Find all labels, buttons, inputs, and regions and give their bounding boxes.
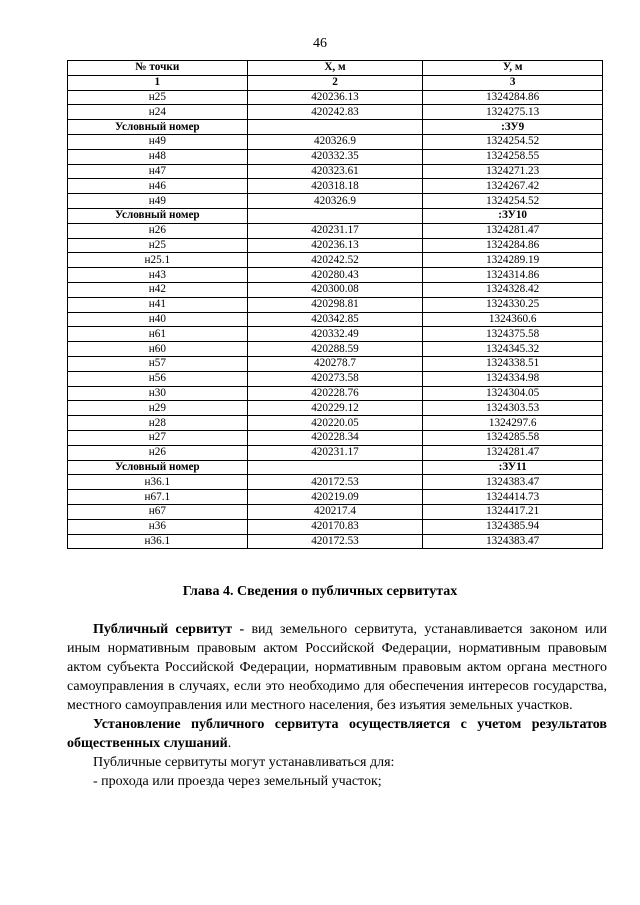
- x-coordinate: 420219.09: [247, 490, 423, 505]
- y-coordinate: 1324334.98: [423, 371, 603, 386]
- x-coordinate: 420172.53: [247, 475, 423, 490]
- coordinates-table: [67, 60, 603, 549]
- conditional-number-row: [68, 120, 603, 135]
- table-row: [68, 149, 603, 164]
- point-id: н28: [68, 416, 248, 431]
- paragraph-purposes-intro: Публичные сервитуты могут устанавливаться для:: [93, 755, 395, 770]
- y-coordinate: 1324417.21: [423, 504, 603, 519]
- y-coordinate: 1324338.51: [423, 356, 603, 371]
- x-coordinate: 420280.43: [247, 268, 423, 283]
- point-id: н27: [68, 430, 248, 445]
- table-row: [68, 534, 603, 549]
- table-row: [68, 356, 603, 371]
- table-row: [68, 223, 603, 238]
- table-row: [68, 90, 603, 105]
- y-coordinate: 1324383.47: [423, 475, 603, 490]
- y-coordinate: 1324297.6: [423, 416, 603, 431]
- y-coordinate: 1324258.55: [423, 149, 603, 164]
- x-coordinate: 420288.59: [247, 342, 423, 357]
- x-coordinate: 420229.12: [247, 401, 423, 416]
- table-row: [68, 416, 603, 431]
- x-coordinate: 420273.58: [247, 371, 423, 386]
- header-x: X, м: [247, 61, 423, 76]
- table-row: [68, 105, 603, 120]
- conditional-number-label: Условный номер: [68, 208, 248, 223]
- x-coordinate: 420318.18: [247, 179, 423, 194]
- table-row: [68, 504, 603, 519]
- x-coordinate: 420342.85: [247, 312, 423, 327]
- point-id: н25: [68, 90, 248, 105]
- list-item-passage: - прохода или проезда через земельный участок;: [93, 774, 382, 789]
- point-id: н25: [68, 238, 248, 253]
- header-point-number: № точки: [68, 61, 248, 76]
- point-id: н67: [68, 504, 248, 519]
- point-id: н48: [68, 149, 248, 164]
- y-coordinate: 1324314.86: [423, 268, 603, 283]
- point-id: н26: [68, 223, 248, 238]
- x-coordinate: 420228.34: [247, 430, 423, 445]
- y-coordinate: 1324254.52: [423, 134, 603, 149]
- point-id: н46: [68, 179, 248, 194]
- table-row: [68, 386, 603, 401]
- conditional-number-row: [68, 208, 603, 223]
- point-id: н36.1: [68, 475, 248, 490]
- chapter-body: [67, 620, 607, 791]
- x-coordinate: 420326.9: [247, 194, 423, 209]
- point-id: н56: [68, 371, 248, 386]
- x-coordinate: 420326.9: [247, 134, 423, 149]
- table-row: [68, 282, 603, 297]
- y-coordinate: 1324414.73: [423, 490, 603, 505]
- point-id: н30: [68, 386, 248, 401]
- table-row: [68, 342, 603, 357]
- y-coordinate: 1324330.25: [423, 297, 603, 312]
- table-row: [68, 490, 603, 505]
- y-coordinate: 1324267.42: [423, 179, 603, 194]
- conditional-number-row: [68, 460, 603, 475]
- table-row: [68, 430, 603, 445]
- point-id: н42: [68, 282, 248, 297]
- point-id: н47: [68, 164, 248, 179]
- table-row: [68, 327, 603, 342]
- y-coordinate: 1324345.32: [423, 342, 603, 357]
- column-number: 3: [423, 75, 603, 90]
- x-coordinate: 420300.08: [247, 282, 423, 297]
- table-row: [68, 253, 603, 268]
- point-id: н43: [68, 268, 248, 283]
- x-coordinate: 420332.49: [247, 327, 423, 342]
- conditional-number-label: Условный номер: [68, 120, 248, 135]
- paragraph-definition: [67, 620, 607, 715]
- point-id: н60: [68, 342, 248, 357]
- parcel-number: :ЗУ9: [423, 120, 603, 135]
- x-coordinate: 420332.35: [247, 149, 423, 164]
- table-row: [68, 164, 603, 179]
- point-id: н40: [68, 312, 248, 327]
- y-coordinate: 1324383.47: [423, 534, 603, 549]
- x-coordinate: 420220.05: [247, 416, 423, 431]
- y-coordinate: 1324271.23: [423, 164, 603, 179]
- point-id: н29: [68, 401, 248, 416]
- definition-text: вид земельного сервитута, устанавливается законом или иным нормативным правовым актом Российской Федерации, нормативным правовым актом субъекта Российской Федерации, нормативным правовым актом органа местного самоуправления в случаях, если это необходимо для обеспечения интересов государства, местного самоуправления или местного населения, без изъятия земельных участков.: [67, 622, 607, 713]
- table-row: [68, 401, 603, 416]
- x-coordinate: 420298.81: [247, 297, 423, 312]
- x-coordinate: 420170.83: [247, 519, 423, 534]
- x-coordinate: 420231.17: [247, 445, 423, 460]
- point-id: н36: [68, 519, 248, 534]
- point-id: н57: [68, 356, 248, 371]
- y-coordinate: 1324375.58: [423, 327, 603, 342]
- page-number: 46: [313, 36, 327, 51]
- point-id: н41: [68, 297, 248, 312]
- parcel-number: :ЗУ11: [423, 460, 603, 475]
- table-row: [68, 519, 603, 534]
- x-coordinate: 420228.76: [247, 386, 423, 401]
- table-row: [68, 475, 603, 490]
- table-row: [68, 179, 603, 194]
- x-coordinate: 420278.7: [247, 356, 423, 371]
- empty-cell: [247, 460, 423, 475]
- paragraph-establishment: [67, 715, 607, 753]
- column-number: 1: [68, 75, 248, 90]
- y-coordinate: 1324385.94: [423, 519, 603, 534]
- point-id: н49: [68, 194, 248, 209]
- table-row: [68, 297, 603, 312]
- y-coordinate: 1324281.47: [423, 445, 603, 460]
- x-coordinate: 420236.13: [247, 90, 423, 105]
- table-body: [68, 75, 603, 549]
- table-header-row: [68, 61, 603, 76]
- x-coordinate: 420217.4: [247, 504, 423, 519]
- point-id: н67.1: [68, 490, 248, 505]
- point-id: н26: [68, 445, 248, 460]
- empty-cell: [247, 120, 423, 135]
- point-id: н61: [68, 327, 248, 342]
- x-coordinate: 420236.13: [247, 238, 423, 253]
- y-coordinate: 1324303.53: [423, 401, 603, 416]
- table-row: [68, 194, 603, 209]
- parcel-number: :ЗУ10: [423, 208, 603, 223]
- y-coordinate: 1324304.05: [423, 386, 603, 401]
- y-coordinate: 1324254.52: [423, 194, 603, 209]
- y-coordinate: 1324289.19: [423, 253, 603, 268]
- point-id: н49: [68, 134, 248, 149]
- x-coordinate: 420323.61: [247, 164, 423, 179]
- table-row: [68, 371, 603, 386]
- header-y: У, м: [423, 61, 603, 76]
- establishment-text: Установление публичного сервитута осуществляется с учетом результатов общественных слушаний: [67, 717, 607, 751]
- y-coordinate: 1324328.42: [423, 282, 603, 297]
- point-id: н36.1: [68, 534, 248, 549]
- column-number: 2: [247, 75, 423, 90]
- point-id: н25.1: [68, 253, 248, 268]
- y-coordinate: 1324284.86: [423, 90, 603, 105]
- y-coordinate: 1324360.6: [423, 312, 603, 327]
- point-id: н24: [68, 105, 248, 120]
- y-coordinate: 1324275.13: [423, 105, 603, 120]
- y-coordinate: 1324284.86: [423, 238, 603, 253]
- empty-cell: [247, 208, 423, 223]
- table-row: [68, 312, 603, 327]
- x-coordinate: 420172.53: [247, 534, 423, 549]
- table-row: [68, 268, 603, 283]
- table-row: [68, 445, 603, 460]
- x-coordinate: 420231.17: [247, 223, 423, 238]
- table-row: [68, 134, 603, 149]
- y-coordinate: 1324285.58: [423, 430, 603, 445]
- y-coordinate: 1324281.47: [423, 223, 603, 238]
- column-numbering-row: [68, 75, 603, 90]
- establishment-end: .: [227, 736, 232, 751]
- x-coordinate: 420242.52: [247, 253, 423, 268]
- x-coordinate: 420242.83: [247, 105, 423, 120]
- table-row: [68, 238, 603, 253]
- term-public-servitude: Публичный сервитут -: [93, 622, 245, 637]
- conditional-number-label: Условный номер: [68, 460, 248, 475]
- chapter-heading: Глава 4. Сведения о публичных сервитутах: [182, 584, 458, 599]
